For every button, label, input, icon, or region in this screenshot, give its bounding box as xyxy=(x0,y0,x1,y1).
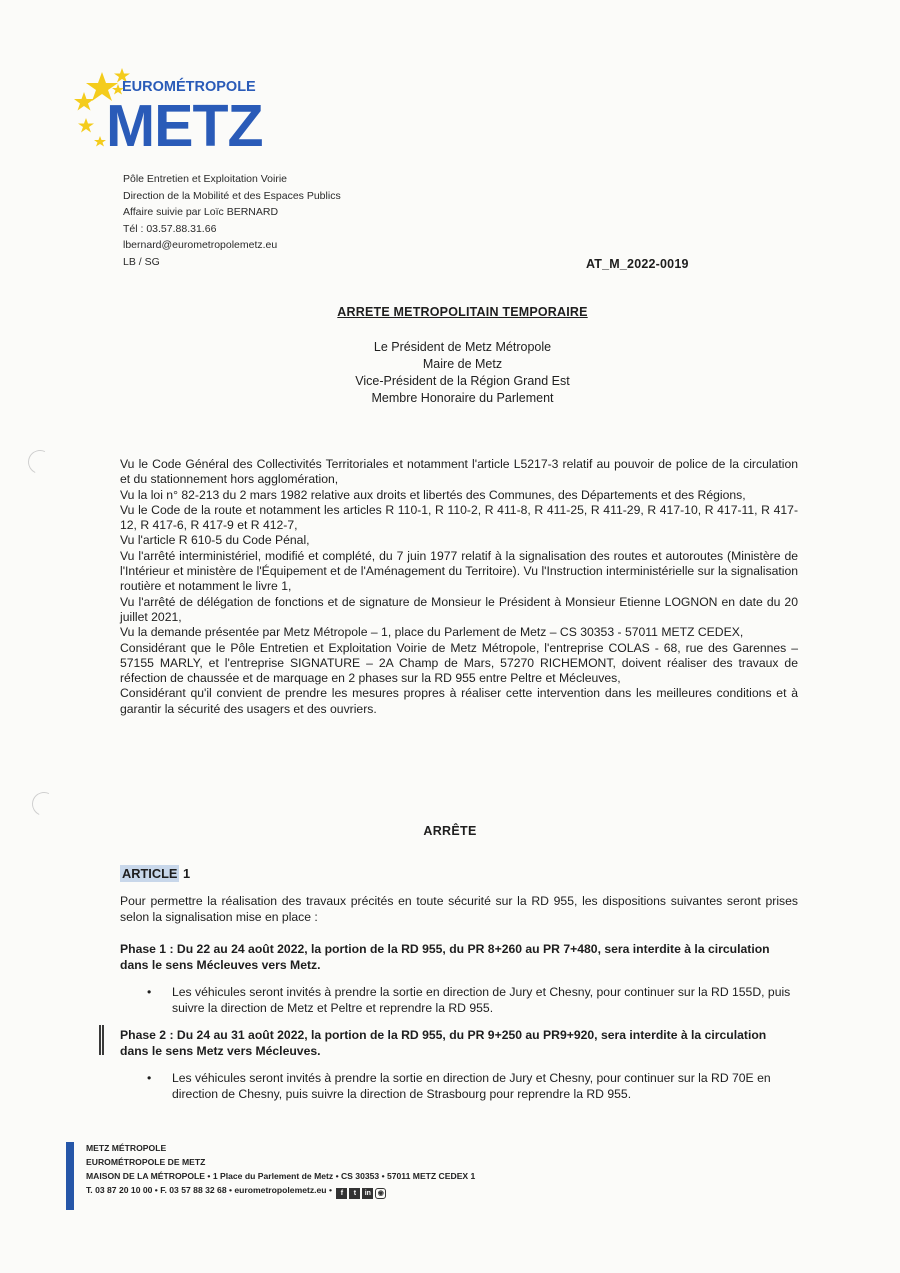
punch-hole-mark xyxy=(25,447,56,478)
article-label: ARTICLE xyxy=(122,866,178,881)
considerant-paragraph: Vu le Code de la route et notamment les articles R 110-1, R 110-2, R 411-8, R 411-25, R 411-29, R 417-10, R 417-11, R 417-12, R 417-6, R 417-9 et R 412-7, xyxy=(120,502,798,533)
considerants xyxy=(120,457,798,717)
considerant-paragraph: Considérant que le Pôle Entretien et Exploitation Voirie de Metz Métropole, l'entreprise COLAS - 68, rue des Garennes – 57155 MARLY, et l'entreprise SIGNATURE – 2A Champ de Mars, 57270 RICHEMONT, doivent réaliser des travaux de réfection de chaussée et de marquage en 2 phases sur la RD 955 entre Peltre et Mécleuves, xyxy=(120,640,798,686)
twitter-icon[interactable]: t xyxy=(349,1188,360,1199)
phase-1-detour-text: Les véhicules seront invités à prendre la sortie en direction de Jury et Chesny, pour continuer sur la RD 155D, puis suivre la direction de Metz et Peltre et reprendre la RD 955. xyxy=(172,985,791,1015)
punch-hole-mark xyxy=(29,789,60,820)
article-intro: Pour permettre la réalisation des travaux précités en toute sécurité sur la RD 955, les dispositions suivantes seront prises selon la signalisation mise en place : xyxy=(120,894,798,924)
phase-1-heading xyxy=(120,941,798,973)
eurometropole-metz-logo xyxy=(72,68,292,156)
phase-2-detour xyxy=(147,1071,799,1102)
president-line: Le Président de Metz Métropole xyxy=(373,340,552,354)
considerant-paragraph: Vu l'arrêté de délégation de fonctions et de signature de Monsieur le Président à Monsieur Etienne LOGNON en date du 20 juillet 2021, xyxy=(120,594,798,624)
footer-org-name: METZ MÉTROPOLE xyxy=(86,1143,167,1153)
linkedin-icon[interactable]: in xyxy=(362,1188,373,1199)
bullet-icon: • xyxy=(147,985,152,999)
president-line: Maire de Metz xyxy=(422,357,503,371)
article-heading xyxy=(120,866,190,881)
sender-phone: Tél : 03.57.88.31.66 xyxy=(123,222,217,235)
phase-1-detour xyxy=(147,985,799,1016)
instagram-icon[interactable]: ◉ xyxy=(375,1188,386,1199)
footer xyxy=(86,1141,475,1199)
president-line: Membre Honoraire du Parlement xyxy=(371,391,554,405)
bullet-icon: • xyxy=(147,1071,152,1085)
logo-graphic xyxy=(72,68,292,156)
facebook-icon[interactable]: f xyxy=(336,1188,347,1199)
phase-1-text: Du 22 au 24 août 2022, la portion de la RD 955, du PR 8+260 au PR 7+480, sera interdite à la circulation dans le sens Mécleuves vers Metz. xyxy=(120,942,770,972)
president-line: Vice-Président de la Région Grand Est xyxy=(355,374,570,388)
footer-social-icons xyxy=(334,1185,386,1199)
phase-2-label: Phase 2 : xyxy=(120,1028,174,1042)
considerant-paragraph: Considérant qu'il convient de prendre les mesures propres à réaliser cette intervention dans les meilleures conditions et à garantir la sécurité des usagers et des ouvriers. xyxy=(120,686,798,716)
footer-contact-text: T. 03 87 20 10 00 • F. 03 57 88 32 68 • eurometropolemetz.eu • xyxy=(86,1185,332,1195)
arrete-heading: ARRÊTE xyxy=(423,824,477,838)
sender-direction: Direction de la Mobilité et des Espaces Publics xyxy=(123,189,341,202)
considerant-paragraph: Vu l'arrêté interministériel, modifié et complété, du 7 juin 1977 relatif à la signalisation des routes et autoroutes (Ministère de l'Intérieur et ministère de l'Équipement et de l'Aménagement du Territoire). Vu l'Instruction interministérielle sur la signalisation routière et notamment le livre 1, xyxy=(120,548,798,594)
considerant-paragraph: Vu la loi n° 82-213 du 2 mars 1982 relative aux droits et libertés des Communes, des Départements et des Régions, xyxy=(120,487,746,502)
margin-mark xyxy=(99,1025,104,1055)
phase-2-detour-text: Les véhicules seront invités à prendre la sortie en direction de Jury et Chesny, pour continuer sur la RD 70E en direction de Chesny, puis suivre la direction de Strasbourg pour reprendre la RD 955. xyxy=(172,1071,771,1101)
considerant-paragraph: Vu le Code Général des Collectivités Territoriales et notamment l'article L5217-3 relatif au pouvoir de police de la circulation et du stationnement hors agglomération, xyxy=(120,457,798,487)
sender-initials: LB / SG xyxy=(123,255,160,268)
logo-main-text: METZ xyxy=(106,93,263,156)
logo-top-text: EUROMÉTROPOLE xyxy=(122,79,256,95)
considerant-paragraph: Vu l'article R 610-5 du Code Pénal, xyxy=(120,533,310,548)
document-reference: AT_M_2022-0019 xyxy=(586,257,689,271)
sender-contact-person: Affaire suivie par Loïc BERNARD xyxy=(123,206,279,218)
considerant-paragraph: Vu la demande présentée par Metz Métropole – 1, place du Parlement de Metz – CS 30353 - 57011 METZ CEDEX, xyxy=(120,625,744,640)
president-block xyxy=(0,339,900,407)
footer-address: MAISON DE LA MÉTROPOLE • 1 Place du Parlement de Metz • CS 30353 • 57011 METZ CEDEX 1 xyxy=(86,1171,476,1181)
sender-department: Pôle Entretien et Exploitation Voirie xyxy=(123,173,288,185)
footer-accent-bar xyxy=(66,1142,74,1210)
phase-2-heading xyxy=(120,1027,798,1059)
sender-block xyxy=(123,171,341,270)
phase-1-label: Phase 1 : xyxy=(120,942,174,956)
footer-org-subname: EUROMÉTROPOLE DE METZ xyxy=(86,1157,206,1167)
sender-email: lbernard@eurometropolemetz.eu xyxy=(123,239,278,251)
article-number: 1 xyxy=(183,866,191,881)
phase-2-text: Du 24 au 31 août 2022, la portion de la RD 955, du PR 9+250 au PR9+920, sera interdite à la circulation dans le sens Metz vers Mécleuves. xyxy=(120,1028,767,1058)
footer-contact xyxy=(86,1183,475,1199)
document-title: ARRETE METROPOLITAIN TEMPORAIRE xyxy=(337,305,588,319)
